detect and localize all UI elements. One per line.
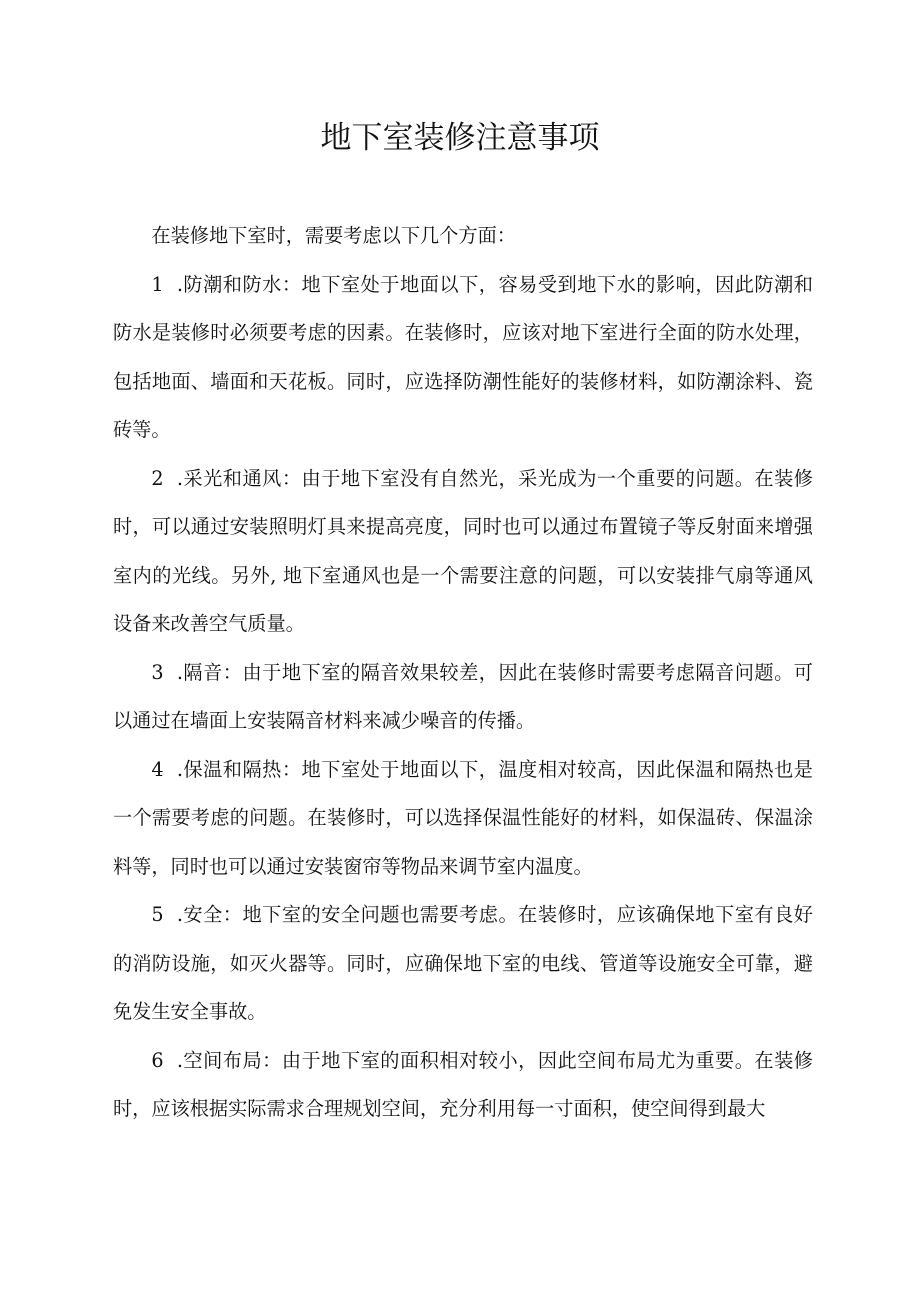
section-number: 3 — [151, 660, 164, 684]
section-paragraph-4 — [113, 746, 813, 892]
document-title: 地下室装修注意事项 — [320, 120, 600, 156]
section-text: .防潮和防水：地下室处于地面以下，容易受到地下水的影响，因此防潮和防水是装修时必须要考虑的因素。在装修时，应该对地下室进行全面的防水处理，包括地面、墙面和天花板。同时，应选择防潮性能好的装修材料，如防潮涂料、瓷砖等。 — [113, 272, 813, 441]
intro-paragraph: 在装修地下室时，需要考虑以下几个方面： — [151, 224, 516, 247]
section-number: 2 — [151, 466, 164, 490]
section-paragraph-2 — [113, 455, 813, 649]
section-text: .空间布局：由于地下室的面积相对较小，因此空间布局尤为重要。在装修时，应该根据实际需求合理规划空间，充分利用每一寸面积，使空间得到最大 — [113, 1048, 813, 1120]
section-paragraph-1 — [113, 261, 813, 455]
section-number: 6 — [151, 1048, 164, 1072]
section-number: 5 — [151, 903, 164, 926]
document-body — [113, 212, 813, 1134]
section-number: 4 — [151, 757, 164, 781]
section-text: .保温和隔热：地下室处于地面以下，温度相对较高，因此保温和隔热也是一个需要考虑的问题。在装修时，可以选择保温性能好的材料，如保温砖、保温涂料等，同时也可以通过安装窗帘等物品来调节室内温度。 — [113, 757, 813, 878]
section-text: .采光和通风：由于地下室没有自然光，采光成为一个重要的问题。在装修时，可以通过安装照明灯具来提高亮度，同时也可以通过布置镜子等反射面来增强室内的光线。另外, 地下室通风也是一个需要注意的问题，可以安装排气扇等通风设备来改善空气质量。 — [113, 466, 813, 635]
section-paragraph-3 — [113, 649, 813, 746]
section-text: .安全：地下室的安全问题也需要考虑。在装修时，应该确保地下室有良好的消防设施，如灭火器等。同时，应确保地下室的电线、管道等设施安全可靠，避免发生安全事故。 — [113, 903, 813, 1023]
section-number: 1 — [151, 272, 164, 296]
section-paragraph-6 — [113, 1037, 813, 1134]
section-paragraph-5 — [113, 891, 813, 1037]
section-text: .隔音：由于地下室的隔音效果较差，因此在装修时需要考虑隔音问题。可以通过在墙面上安装隔音材料来减少噪音的传播。 — [113, 660, 813, 732]
